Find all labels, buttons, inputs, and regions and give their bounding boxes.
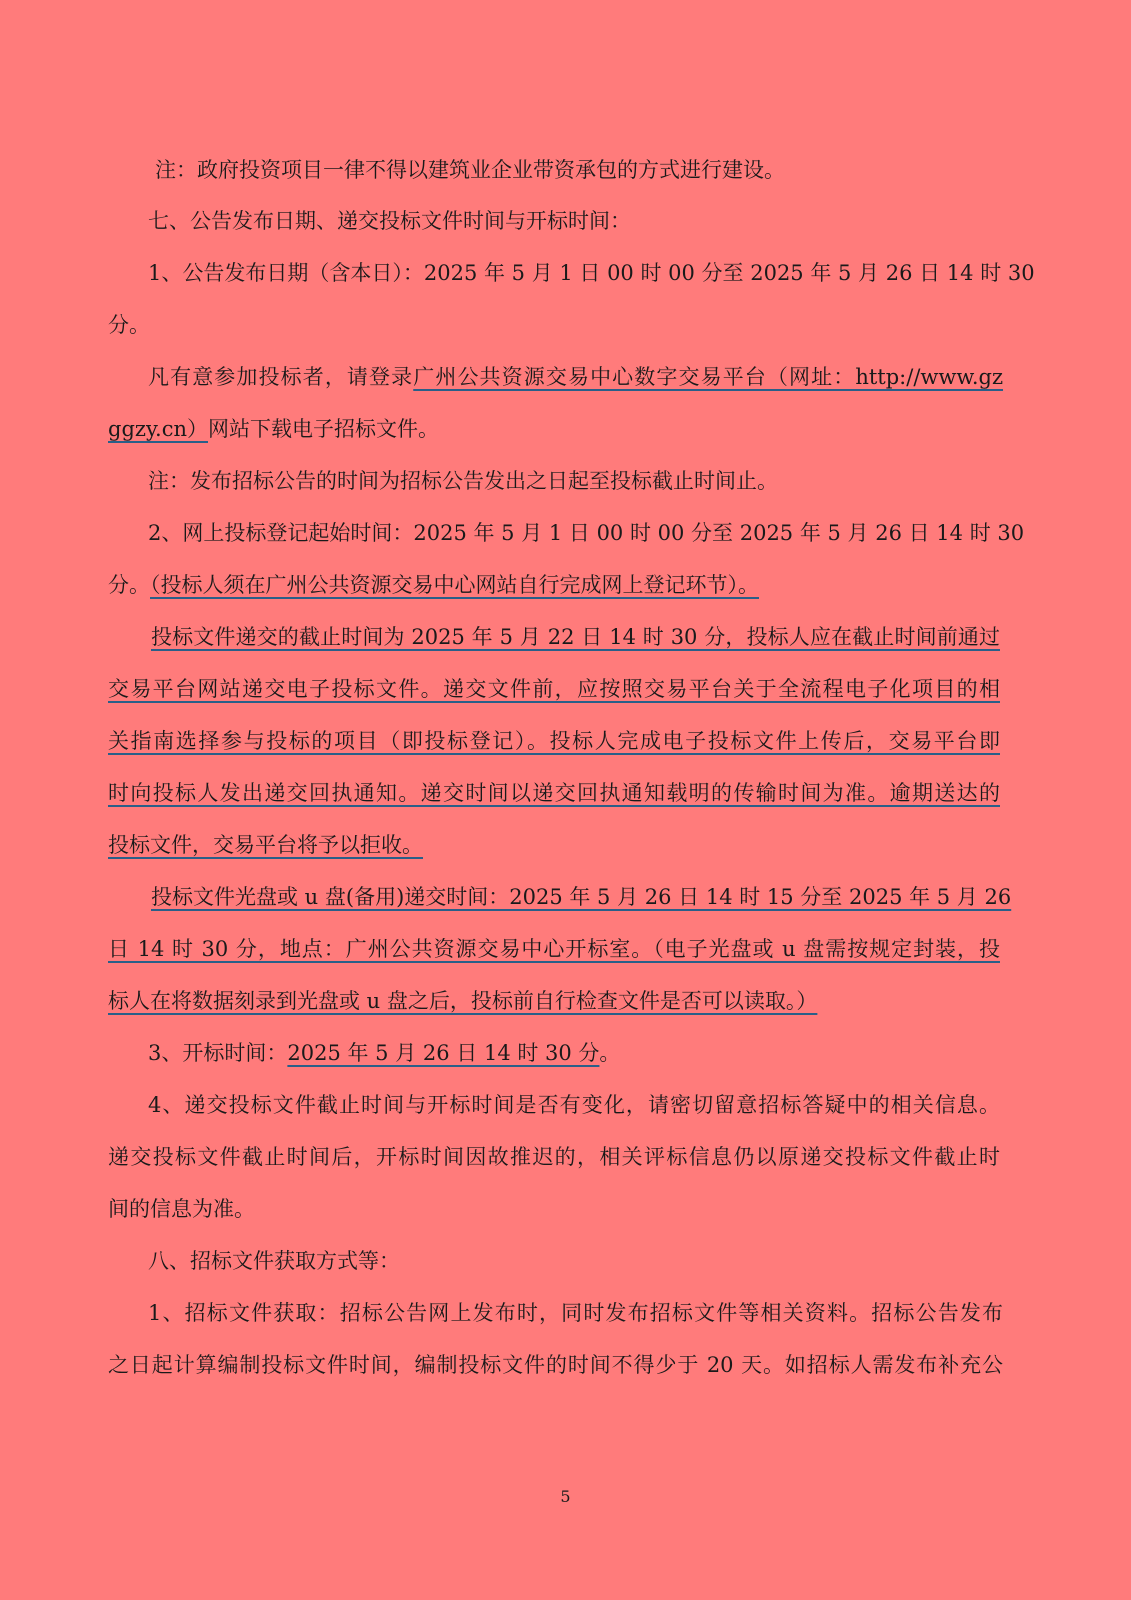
section-7-heading: 七、公告发布日期、递交投标文件时间与开标时间： (148, 209, 631, 233)
download-line-2: ggzy.cn）网站下载电子招标文件。 (108, 417, 439, 441)
opening-time-line: 3、开标时间：2025 年 5 月 26 日 14 时 30 分。 (148, 1041, 621, 1065)
note-2-paragraph: 注：发布招标公告的时间为招标公告发出之日起至投标截止时间止。 (148, 469, 778, 493)
doc-acquire-line-1: 1、招标文件获取：招标公告网上发布时，同时发布招标文件等相关资料。招标公告发布 (148, 1301, 1003, 1325)
deadline-line-3: 关指南选择参与投标的项目（即投标登记）。投标人完成电子投标文件上传后，交易平台即 (108, 729, 1000, 753)
media-line-1: 投标文件光盘或 u 盘(备用)递交时间：2025 年 5 月 26 日 14 时 15 分至 2025 年 5 月 26 (151, 885, 1012, 909)
change-notice-line-2: 递交投标文件截止时间后，开标时间因故推迟的，相关评标信息仍以原递交投标文件截止时 (108, 1145, 1000, 1169)
platform-link-continued[interactable]: ggzy.cn） (108, 417, 208, 441)
note-paragraph: 注：政府投资项目一律不得以建筑业企业带资承包的方式进行建设。 (155, 158, 785, 182)
registration-line-2: 分。（投标人须在广州公共资源交易中心网站自行完成网上登记环节）。 (108, 573, 759, 597)
registration-line-1: 2、网上投标登记起始时间：2025 年 5 月 1 日 00 时 00 分至 2025 年 5 月 26 日 14 时 30 (148, 521, 1025, 545)
deadline-line-2: 交易平台网站递交电子投标文件。递交文件前，应按照交易平台关于全流程电子化项目的相 (108, 677, 1000, 701)
publish-date-line-2: 分。 (108, 313, 150, 337)
media-line-3: 标人在将数据刻录到光盘或 u 盘之后，投标前自行检查文件是否可以读取。） (108, 989, 818, 1013)
page-number: 5 (560, 1487, 571, 1506)
change-notice-line-3: 间的信息为准。 (108, 1197, 255, 1221)
deadline-line-4: 时向投标人发出递交回执通知。递交时间以递交回执通知载明的传输时间为准。逾期送达的 (108, 781, 1000, 805)
change-notice-line-1: 4、递交投标文件截止时间与开标时间是否有变化，请密切留意招标答疑中的相关信息。 (148, 1093, 1000, 1117)
deadline-line-5: 投标文件，交易平台将予以拒收。 (108, 833, 423, 857)
publish-date-line-1: 1、公告发布日期（含本日）：2025 年 5 月 1 日 00 时 00 分至 2025 年 5 月 26 日 14 时 30 (148, 261, 1035, 285)
opening-time-value: 2025 年 5 月 26 日 14 时 30 分 (287, 1041, 600, 1065)
media-line-2: 日 14 时 30 分，地点：广州公共资源交易中心开标室。（电子光盘或 u 盘需按规定封装，投 (108, 937, 1000, 961)
registration-note: （投标人须在广州公共资源交易中心网站自行完成网上登记环节）。 (150, 573, 759, 597)
download-line-1: 凡有意参加投标者，请登录广州公共资源交易中心数字交易平台（网址：http://www.gz (148, 365, 1004, 389)
doc-acquire-line-2: 之日起计算编制投标文件时间，编制投标文件的时间不得少于 20 天。如招标人需发布补充公 (108, 1353, 1003, 1377)
section-8-heading: 八、招标文件获取方式等： (148, 1249, 400, 1273)
platform-link[interactable]: 广州公共资源交易中心数字交易平台（网址：http://www.gz (413, 365, 1004, 389)
deadline-line-1: 投标文件递交的截止时间为 2025 年 5 月 22 日 14 时 30 分，投标人应在截止时间前通过 (151, 625, 1000, 649)
